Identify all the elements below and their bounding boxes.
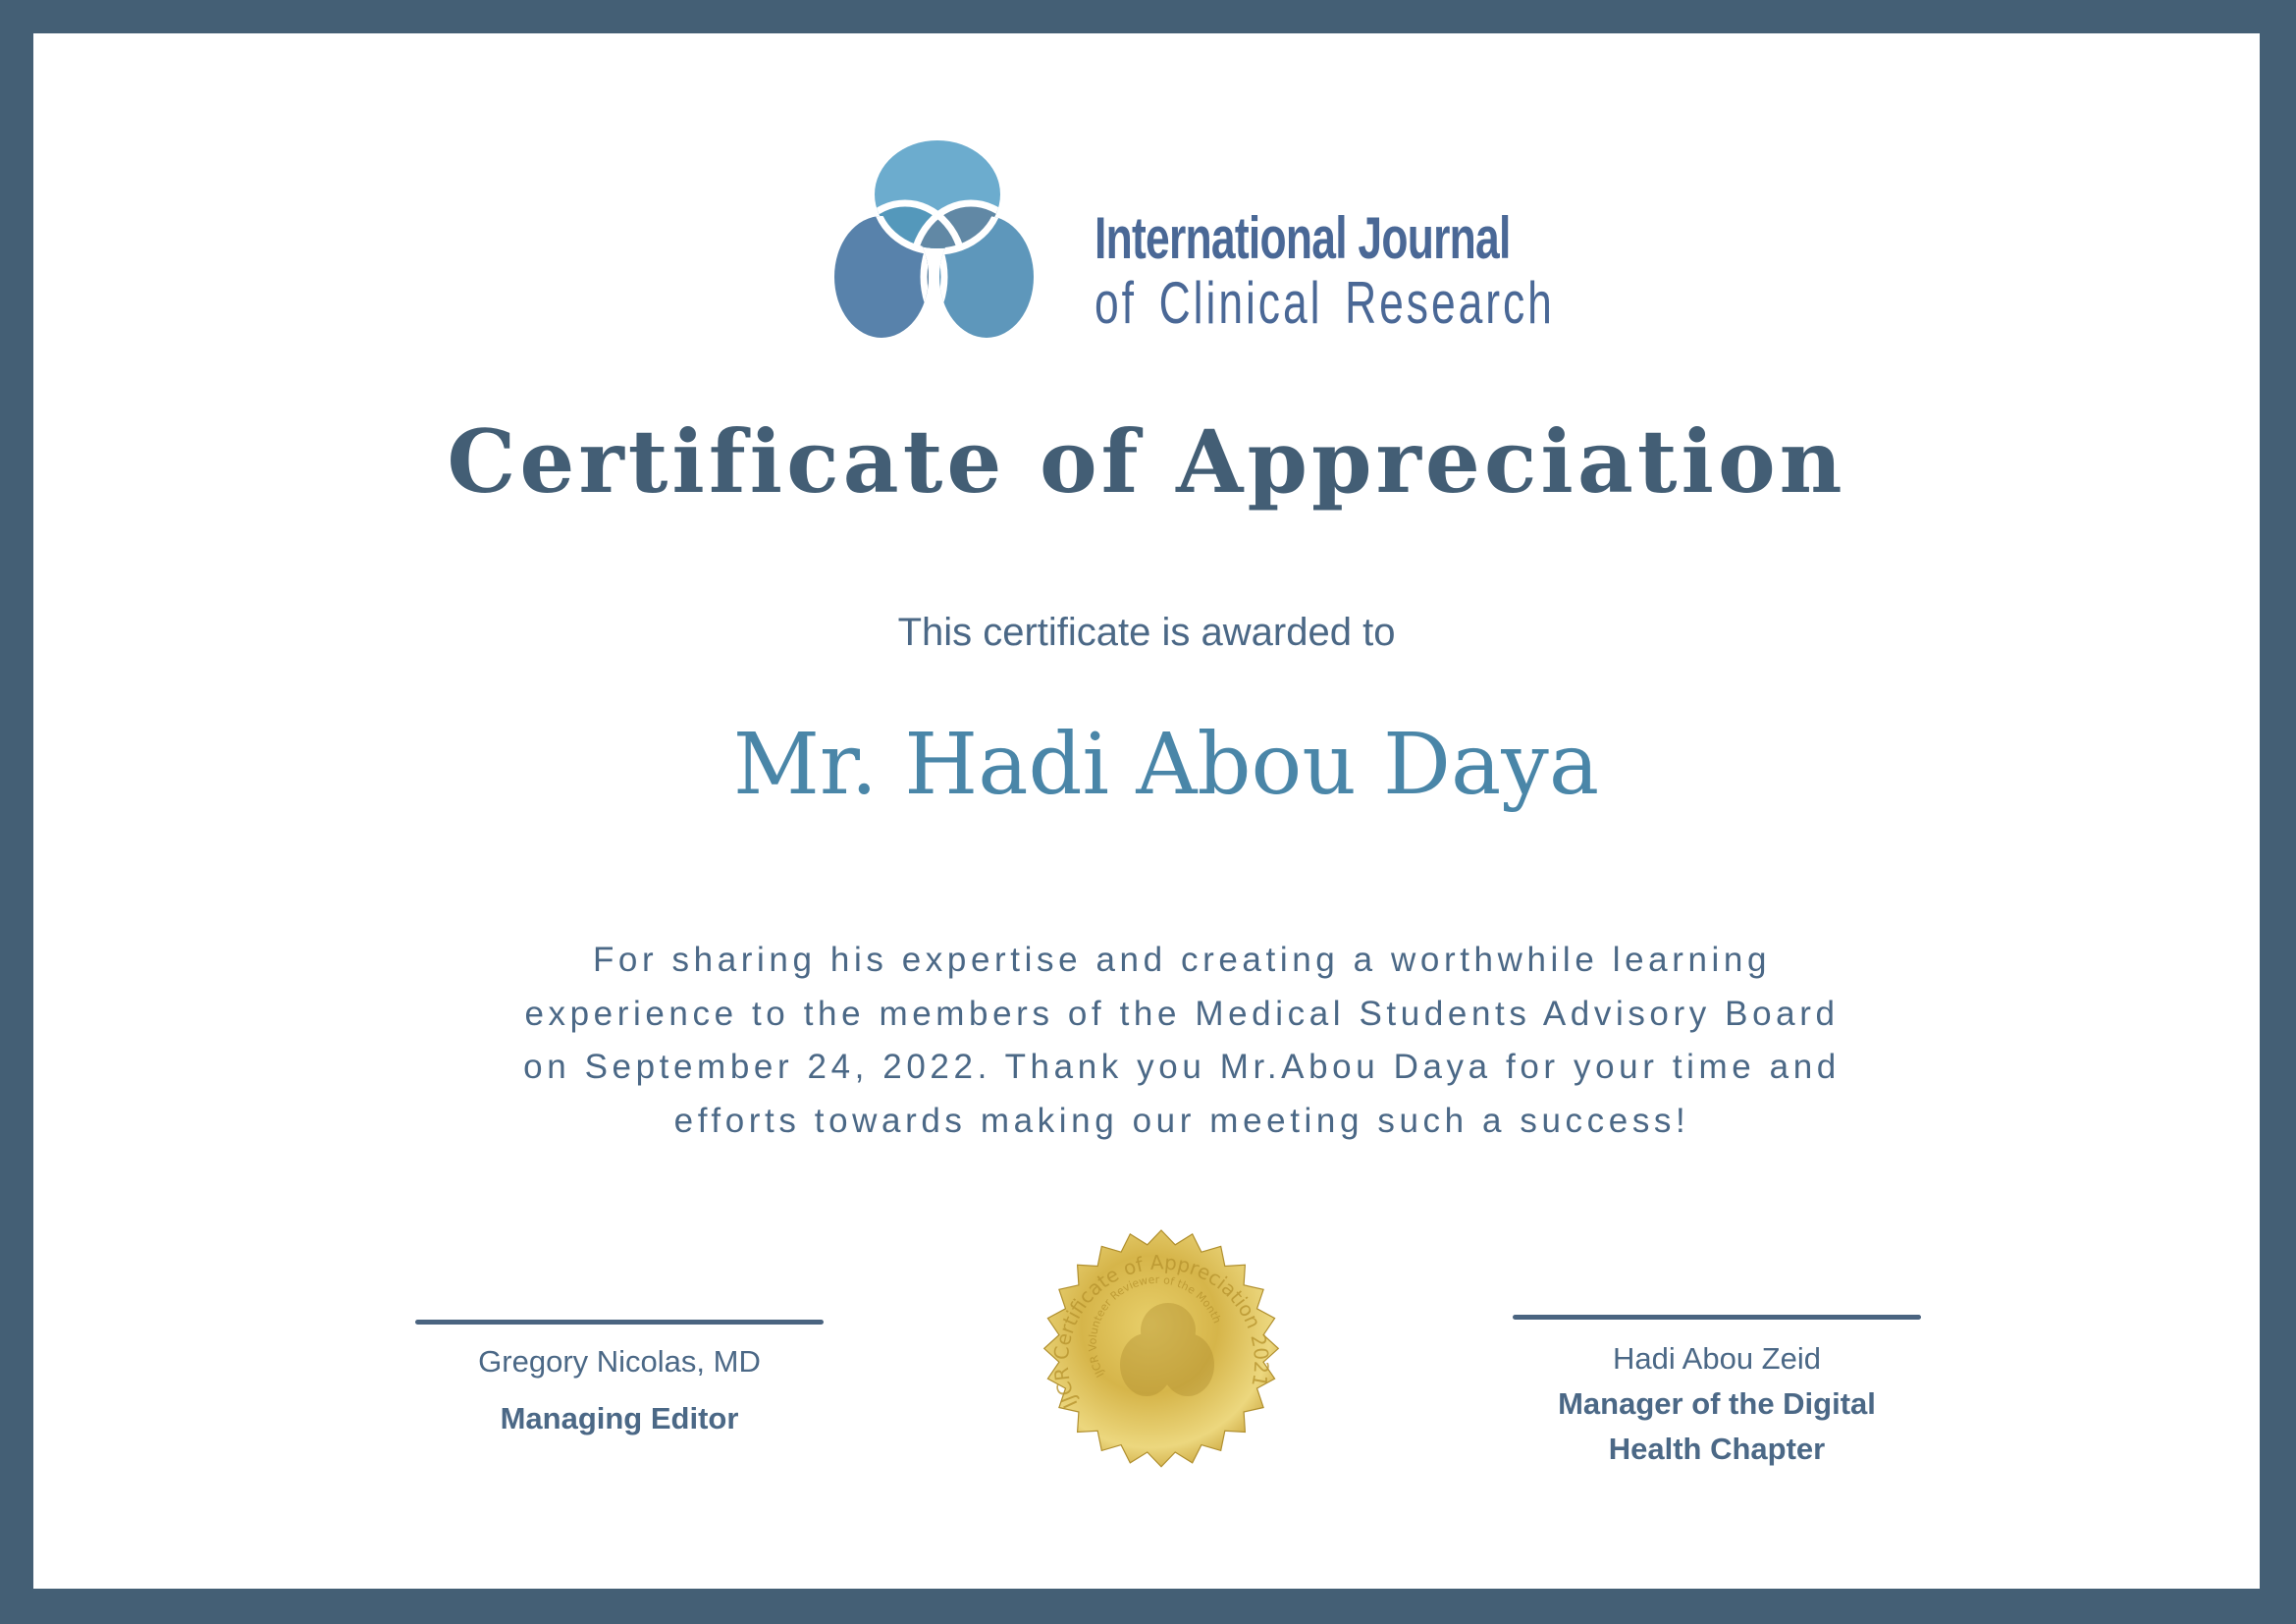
certificate-title: Certificate of Appreciation (447, 410, 1846, 513)
journal-name-line1: International Journal (1095, 205, 1511, 271)
signer-role-left: Managing Editor (500, 1401, 739, 1435)
signature-line-right (1513, 1315, 1921, 1320)
recipient-name: Mr. Hadi Abou Daya (732, 716, 1600, 814)
certificate-sheet (33, 33, 2260, 1589)
certificate-body (426, 934, 1938, 1148)
body-line: For sharing his expertise and creating a worthwhile learning (592, 941, 1772, 979)
signer-role-right (1476, 1381, 1957, 1472)
journal-logo-icon (831, 135, 1042, 346)
seal-inner-text: IJCR Volunteer Reviewer of the Month (1086, 1272, 1224, 1380)
journal-name-line2: of Clinical Research (1095, 270, 1555, 336)
body-line: efforts towards making our meeting such a success! (673, 1101, 1690, 1140)
body-line: experience to the members of the Medical Students Advisory Board (524, 994, 1840, 1033)
awarded-label: This certificate is awarded to (897, 611, 1396, 654)
gold-seal-icon (1031, 1218, 1292, 1479)
signer-name-left: Gregory Nicolas, MD (478, 1344, 761, 1379)
signer-role-right-line1: Manager of the Digital (1558, 1386, 1876, 1421)
seal-outer-text: IJCR Certificate of Appreciation 2021 (1048, 1250, 1274, 1413)
signer-role-right-line2: Health Chapter (1608, 1432, 1826, 1466)
signature-line-left (415, 1320, 824, 1325)
signer-name-right: Hadi Abou Zeid (1613, 1341, 1821, 1376)
body-line: on September 24, 2022. Thank you Mr.Abou Daya for your time and (523, 1048, 1841, 1086)
